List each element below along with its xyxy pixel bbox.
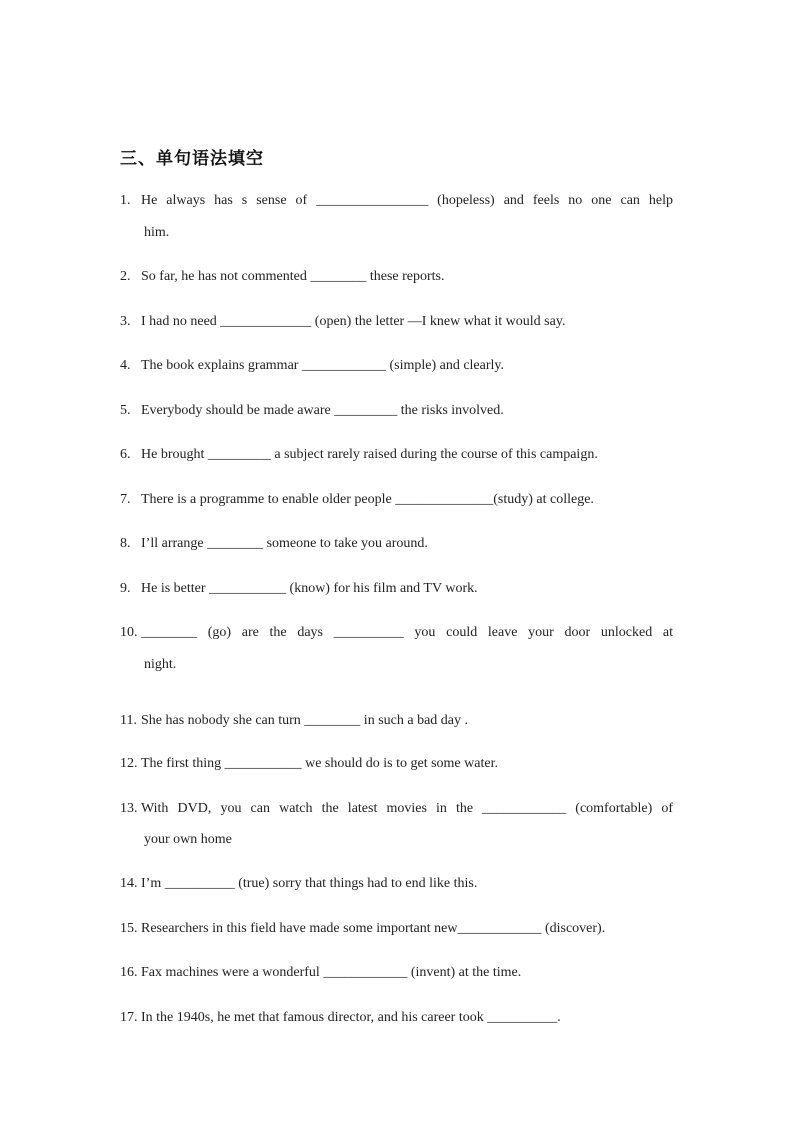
question-text: Researchers in this field have made some important new____________ (discover).: [141, 921, 606, 936]
question-number: 8.: [120, 536, 131, 551]
question-number: 7.: [120, 492, 131, 507]
question-item: [120, 957, 673, 989]
question-item: [120, 350, 673, 382]
question-number: 13.: [120, 801, 138, 816]
question-text: ________ (go) are the days __________ you could leave your door unlocked at: [141, 625, 673, 640]
question-number: 3.: [120, 314, 131, 329]
question-item: [120, 868, 673, 900]
question-text: I had no need _____________ (open) the letter —I knew what it would say.: [141, 314, 566, 329]
question-continuation: night.: [144, 657, 177, 672]
question-number: 15.: [120, 921, 138, 936]
question-item: [120, 306, 673, 338]
question-item: [120, 705, 673, 737]
question-text: He always has s sense of ________________ (hopeless) and feels no one can help: [141, 193, 673, 208]
question-number: 1.: [120, 193, 131, 208]
section-title: 三、单句语法填空: [120, 149, 264, 169]
question-item: [120, 617, 673, 649]
question-continuation: him.: [144, 225, 170, 240]
question-item: [120, 185, 673, 217]
question-item: [120, 395, 673, 427]
question-item: [120, 748, 673, 780]
question-text: I’ll arrange ________ someone to take you around.: [141, 536, 428, 551]
question-number: 16.: [120, 965, 138, 980]
question-item: [120, 793, 673, 825]
question-number: 12.: [120, 756, 138, 771]
question-number: 14.: [120, 876, 138, 891]
question-item: [120, 261, 673, 293]
question-text: With DVD, you can watch the latest movies in the ____________ (comfortable) of: [141, 801, 673, 816]
question-item: [120, 573, 673, 605]
question-text: She has nobody she can turn ________ in such a bad day .: [141, 713, 468, 728]
question-item: [120, 484, 673, 516]
question-text: There is a programme to enable older people ______________(study) at college.: [141, 492, 594, 507]
question-number: 10.: [120, 625, 138, 640]
question-item: [120, 439, 673, 471]
question-continuation: your own home: [144, 832, 232, 847]
question-item: [120, 913, 673, 945]
question-number: 4.: [120, 358, 131, 373]
question-text: He is better ___________ (know) for his film and TV work.: [141, 581, 478, 596]
question-text: He brought _________ a subject rarely raised during the course of this campaign.: [141, 447, 598, 462]
question-number: 6.: [120, 447, 131, 462]
question-text: I’m __________ (true) sorry that things had to end like this.: [141, 876, 478, 891]
question-text: In the 1940s, he met that famous director, and his career took __________.: [141, 1010, 561, 1025]
question-text: Fax machines were a wonderful ____________ (invent) at the time.: [141, 965, 522, 980]
question-text: The book explains grammar ____________ (simple) and clearly.: [141, 358, 504, 373]
question-number: 9.: [120, 581, 131, 596]
question-number: 17.: [120, 1010, 138, 1025]
question-item: [120, 1002, 673, 1034]
question-text: The first thing ___________ we should do is to get some water.: [141, 756, 498, 771]
question-number: 11.: [120, 713, 137, 728]
question-number: 5.: [120, 403, 131, 418]
question-number: 2.: [120, 269, 131, 284]
question-text: So far, he has not commented ________ these reports.: [141, 269, 445, 284]
question-text: Everybody should be made aware _________ the risks involved.: [141, 403, 504, 418]
question-item: [120, 528, 673, 560]
